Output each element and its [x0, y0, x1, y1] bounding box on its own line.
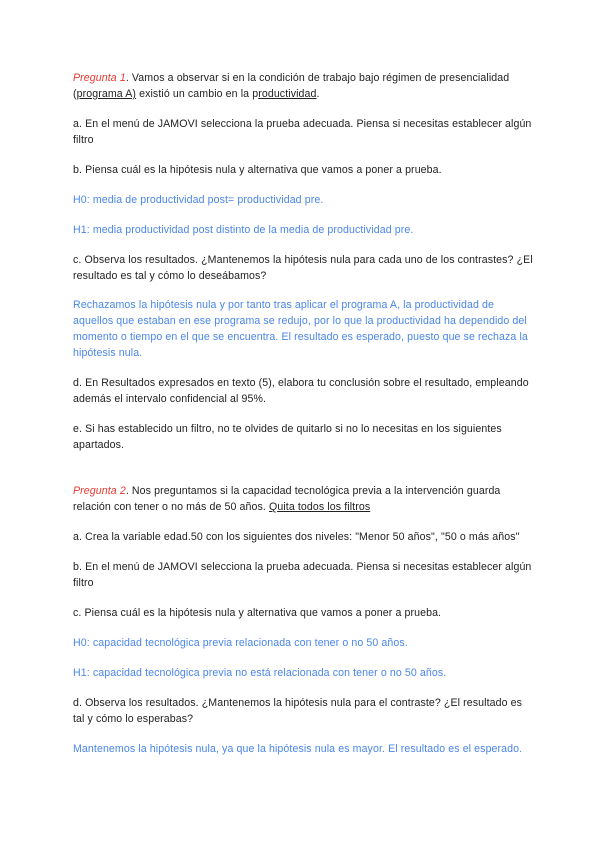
q2-answer: Mantenemos la hipótesis nula, ya que la hipótesis nula es mayor. El resultado es el esperado. [73, 743, 523, 755]
q1-answer: Rechazamos la hipótesis nula y por tanto tras aplicar el programa A, la productividad de aquellos que estaban en ese programa se redujo, por lo que la productividad ha dependido del momento o tiempo en el que se encuentra. El resultado es esperado, puesto que se rechaza la hipótesis nula. [73, 299, 528, 359]
q1-label: Pregunta 1 [73, 72, 126, 84]
q2-item-a: a. Crea la variable edad.50 con los siguientes dos niveles: "Menor 50 años", "50 o más años" [73, 531, 520, 543]
q2-intro: Pregunta 2. Nos preguntamos si la capacidad tecnológica previa a la intervención guarda relación con tener o no más de 50 años. Quita todos los filtros [73, 485, 501, 513]
q1-item-d: d. En Resultados expresados en texto (5), elabora tu conclusión sobre el resultado, empleando además el intervalo confidencial al 95%. [73, 377, 529, 405]
q2-item-c: c. Piensa cuál es la hipótesis nula y alternativa que vamos a poner a prueba. [73, 607, 442, 619]
q1-item-b: b. Piensa cuál es la hipótesis nula y alternativa que vamos a poner a prueba. [73, 164, 442, 176]
program-a-link: programa A) [76, 88, 137, 100]
q1-item-c: c. Observa los resultados. ¿Mantenemos la hipótesis nula para cada uno de los contrastes? ¿El resultado es tal y cómo lo deseábamos? [73, 254, 533, 282]
q2-h1: H1: capacidad tecnológica previa no está relacionada con tener o no 50 años. [73, 667, 447, 679]
q2-item-d: d. Observa los resultados. ¿Mantenemos la hipótesis nula para el contraste? ¿El resultado es tal y cómo lo esperabas? [73, 697, 523, 725]
q2-item-b: b. En el menú de JAMOVI selecciona la prueba adecuada. Piensa si necesitas establecer algún filtro [73, 561, 532, 589]
document-page [73, 70, 533, 757]
q1-item-e: e. Si has establecido un filtro, no te olvides de quitarlo si no lo necesitas en los siguientes apartados. [73, 423, 502, 451]
q1-intro: Pregunta 1. Vamos a observar si en la condición de trabajo bajo régimen de presencialidad (programa A) existió un cambio en la productividad. [73, 72, 510, 100]
remove-filters-link: Quita todos los filtros [269, 501, 371, 513]
q2-label: Pregunta 2 [73, 485, 126, 497]
q1-item-a: a. En el menú de JAMOVI selecciona la prueba adecuada. Piensa si necesitas establecer algún filtro [73, 118, 532, 146]
q1-h0: H0: media de productividad post= productividad pre. [73, 194, 324, 206]
q1-h1: H1: media productividad post distinto de la media de productividad pre. [73, 224, 414, 236]
q2-h0: H0: capacidad tecnológica previa relacionada con tener o no 50 años. [73, 637, 408, 649]
